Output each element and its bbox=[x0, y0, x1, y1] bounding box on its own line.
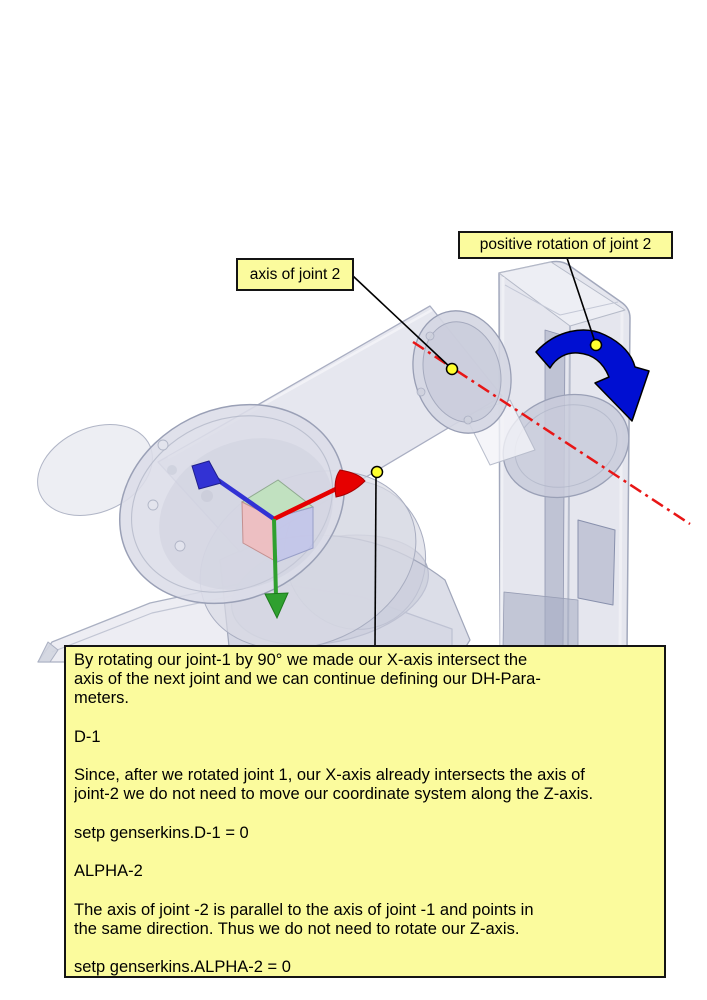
callout-positive-rotation-label: positive rotation of joint 2 bbox=[479, 236, 652, 253]
infobox-line: axis of the next joint and we can continue defining our DH-Para- bbox=[74, 670, 541, 689]
infobox-line bbox=[74, 939, 656, 958]
robot-arm-illustration bbox=[23, 262, 642, 683]
infobox-line: Since, after we rotated joint 1, our X-axis already intersects the axis of bbox=[74, 766, 585, 785]
infobox-line bbox=[74, 881, 656, 900]
infobox-line: The axis of joint -2 is parallel to the axis of joint -1 and points in bbox=[74, 900, 534, 919]
infobox-line: D-1 bbox=[74, 727, 101, 746]
infobox-line: joint-2 we do not need to move our coordinate system along the Z-axis. bbox=[74, 785, 594, 804]
infobox-line: setp genserkins.D-1 = 0 bbox=[74, 823, 249, 842]
marker-dot-rotation bbox=[591, 340, 602, 351]
callout-axis-of-joint2 bbox=[236, 258, 354, 291]
infobox-line: ALPHA-2 bbox=[74, 862, 143, 881]
callout-positive-rotation bbox=[458, 231, 673, 259]
infobox-line: setp genserkins.ALPHA-2 = 0 bbox=[74, 958, 291, 977]
infobox-line: the same direction. Thus we do not need to rotate our Z-axis. bbox=[74, 919, 520, 938]
infobox-line bbox=[74, 805, 656, 824]
infobox-line bbox=[74, 843, 656, 862]
infobox-line bbox=[74, 709, 656, 728]
callout-axis-of-joint2-label: axis of joint 2 bbox=[249, 265, 341, 283]
marker-dot-joint-axis bbox=[447, 364, 458, 375]
infobox-line: meters. bbox=[74, 689, 130, 708]
infobox-line: By rotating our joint-1 by 90° we made our X-axis intersect the bbox=[74, 651, 528, 669]
leader-infobox bbox=[375, 478, 376, 645]
marker-dot-origin bbox=[372, 467, 383, 478]
infobox-line bbox=[74, 747, 656, 766]
dh-parameter-infobox bbox=[64, 645, 666, 978]
